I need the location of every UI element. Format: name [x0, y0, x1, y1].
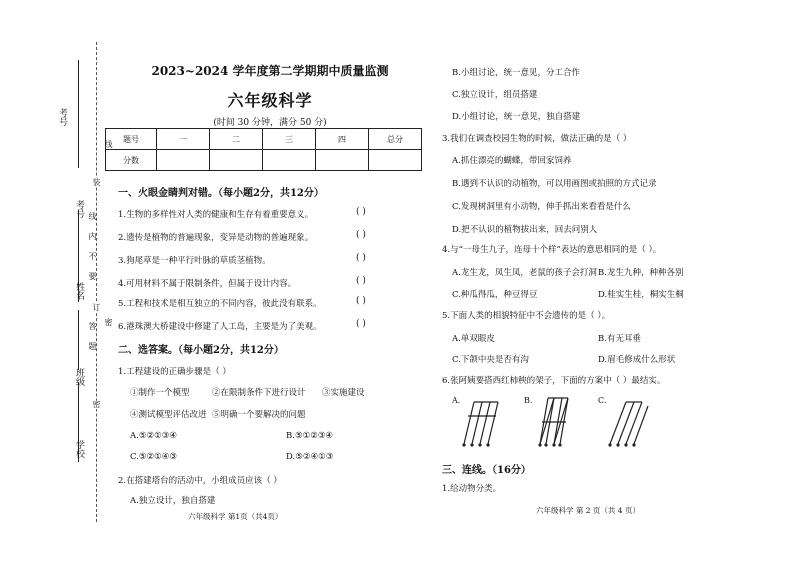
- exam-id-label: 考号: [57, 108, 67, 126]
- q6-label-c[interactable]: C.: [598, 396, 607, 405]
- subject-title: 六年级科学: [227, 91, 313, 110]
- choice-question-2: 2.在搭建塔台的活动中，小组成员应该（ ）: [118, 476, 282, 486]
- score-table-score-row: [106, 150, 422, 171]
- q1-step-2: ②在限制条件下进行设计: [212, 388, 306, 398]
- judge-question-2: 2.遗传是植物的普遍现象，变异是动物的普遍现象。: [118, 233, 314, 243]
- judge-answer-3[interactable]: ( ): [356, 253, 366, 263]
- q3-option-a[interactable]: A.抓住漂亮的蝴蝶，带回家饲养: [452, 156, 572, 166]
- q2-option-d[interactable]: D.小组讨论，统一意见，独自搭建: [452, 112, 581, 122]
- choice-question-3: 3.我们在调查校园生物的时候，做法正确的是（ ）: [442, 134, 632, 144]
- seal-char-5: 答: [88, 322, 97, 331]
- seal-mark-ding: 订: [92, 303, 101, 312]
- score-header-cell: 二: [210, 129, 263, 150]
- judge-answer-1[interactable]: ( ): [356, 207, 366, 217]
- score-cell[interactable]: [263, 150, 316, 171]
- score-table-header-row: [106, 129, 422, 150]
- seal-dashed-line: [96, 42, 97, 522]
- score-header-cell: 四: [316, 129, 369, 150]
- judge-question-6: 6.港珠澳大桥建设中修建了人工岛，主要是为了美观。: [118, 322, 322, 332]
- score-header-cell: 题号: [106, 129, 157, 150]
- score-row-label: 分数: [106, 150, 157, 171]
- score-cell[interactable]: [369, 150, 422, 171]
- q5-option-c[interactable]: C.下颌中央是否有沟: [452, 355, 529, 365]
- q4-option-c[interactable]: C.种瓜得瓜，种豆得豆: [452, 290, 538, 300]
- q1-step-1: ①制作一个模型: [130, 388, 190, 398]
- q1-option-b[interactable]: B.⑤①②③④: [286, 431, 334, 441]
- section-1-title: 一、火眼金睛判对错。（每小题2分，共12分）: [118, 188, 324, 199]
- choice-question-4: 4.与“一母生九子，连母十个样”表达的意思相同的是（ ）。: [442, 245, 662, 255]
- seal-char-4: 要: [88, 272, 97, 281]
- matching-question-1: 1.给动物分类。: [442, 484, 502, 494]
- judge-answer-6[interactable]: ( ): [356, 319, 366, 329]
- seal-mark-mi: 密: [92, 400, 101, 409]
- q2-option-c[interactable]: C.独立设计，组员搭建: [452, 90, 538, 100]
- q1-option-a[interactable]: A.⑤②①③④: [130, 431, 177, 441]
- q1-step-5: ⑤明确一个要解决的问题: [212, 410, 306, 420]
- seal-mark-zhuang: 装: [92, 178, 101, 187]
- section-2-title: 二、选答案。（每小题2分，共12分）: [118, 345, 284, 356]
- exam-room-label: 考号: [74, 200, 84, 218]
- q4-option-d[interactable]: D.桂实生桂，桐实生桐: [598, 290, 684, 300]
- judge-question-4: 4.可用材料不属于限制条件，但属于设计内容。: [118, 279, 297, 289]
- page-2-footer: 六年级科学 第 2 页（共 4 页）: [536, 506, 640, 515]
- seal-char-3: 不: [88, 252, 97, 261]
- choice-question-1: 1.工程建设的正确步骤是（ ）: [118, 367, 231, 377]
- seal-char-1: 线: [88, 212, 97, 221]
- q2-option-b[interactable]: B.小组讨论，统一意见，分工合作: [452, 68, 580, 78]
- judge-answer-5[interactable]: ( ): [356, 296, 366, 306]
- trellis-figure-c[interactable]: [606, 396, 652, 450]
- seal-mark-xian: 线: [104, 140, 113, 149]
- q3-option-b[interactable]: B.遇到不认识的动植物，可以用画图或拍照的方式记录: [452, 179, 657, 189]
- score-cell[interactable]: [210, 150, 263, 171]
- q6-label-b[interactable]: B.: [524, 396, 533, 405]
- page-1-footer: 六年级科学 第1页（共4页）: [188, 512, 283, 521]
- q5-option-a[interactable]: A.单双眼皮: [452, 334, 495, 344]
- q3-option-d[interactable]: D.把不认识的植物拔出来，回去问别人: [452, 225, 598, 235]
- school-label: 学校: [74, 440, 84, 458]
- q4-option-b[interactable]: B.龙生九种，种种各别: [598, 268, 684, 278]
- q1-step-3: ③实施建设: [322, 388, 365, 398]
- seal-char-2: 内: [88, 232, 97, 241]
- judge-answer-2[interactable]: ( ): [356, 230, 366, 240]
- judge-question-5: 5.工程和技术是相互独立的不同内容，彼此没有联系。: [118, 299, 322, 309]
- seal-mark-mi2: 密: [104, 318, 113, 327]
- section-3-title: 三、连线。（16分）: [442, 465, 531, 476]
- score-cell[interactable]: [157, 150, 210, 171]
- exam-title: 2023~2024 学年度第二学期期中质量监测: [151, 64, 389, 78]
- score-header-cell: 总分: [369, 129, 422, 150]
- seal-char-6: 题: [88, 342, 97, 351]
- name-label: 姓名: [74, 282, 84, 300]
- q6-label-a[interactable]: A.: [452, 396, 461, 405]
- choice-question-6: 6.张阿姨要搭西红柿秧的架子，下面的方案中（ ）最结实。: [442, 376, 666, 386]
- score-header-cell: 三: [263, 129, 316, 150]
- q5-option-d[interactable]: D.眉毛修成什么形状: [598, 355, 676, 365]
- score-table: [105, 128, 422, 171]
- q4-option-a[interactable]: A.龙生龙，凤生凤，老鼠的孩子会打洞: [452, 268, 597, 278]
- time-info: (时间 30 分钟，满分 50 分): [213, 118, 327, 128]
- judge-answer-4[interactable]: ( ): [356, 276, 366, 286]
- q1-step-4: ④测试模型评估改进: [130, 410, 207, 420]
- exam-id-line: [78, 60, 79, 168]
- trellis-figure-b[interactable]: [532, 392, 578, 450]
- trellis-figure-a[interactable]: [458, 394, 504, 450]
- judge-question-3: 3.狗尾草是一种平行叶脉的草质茎植物。: [118, 256, 271, 266]
- q3-option-c[interactable]: C.发现树洞里有小动物，伸手抓出来看看是什么: [452, 202, 631, 212]
- q1-option-c[interactable]: C.⑤②①④③: [130, 452, 178, 462]
- q2-option-a[interactable]: A.独立设计，独自搭建: [130, 496, 216, 506]
- judge-question-1: 1.生物的多样性对人类的健康和生存有着重要意义。: [118, 210, 314, 220]
- score-cell[interactable]: [316, 150, 369, 171]
- q5-option-b[interactable]: B.有无耳垂: [598, 334, 641, 344]
- class-line: [78, 310, 79, 370]
- q1-option-d[interactable]: D.⑤②④①③: [286, 452, 334, 462]
- choice-question-5: 5.下面人类的相貌特征中不会遗传的是（ ）。: [442, 311, 611, 321]
- score-header-cell: 一: [157, 129, 210, 150]
- class-label: 班级: [74, 368, 84, 386]
